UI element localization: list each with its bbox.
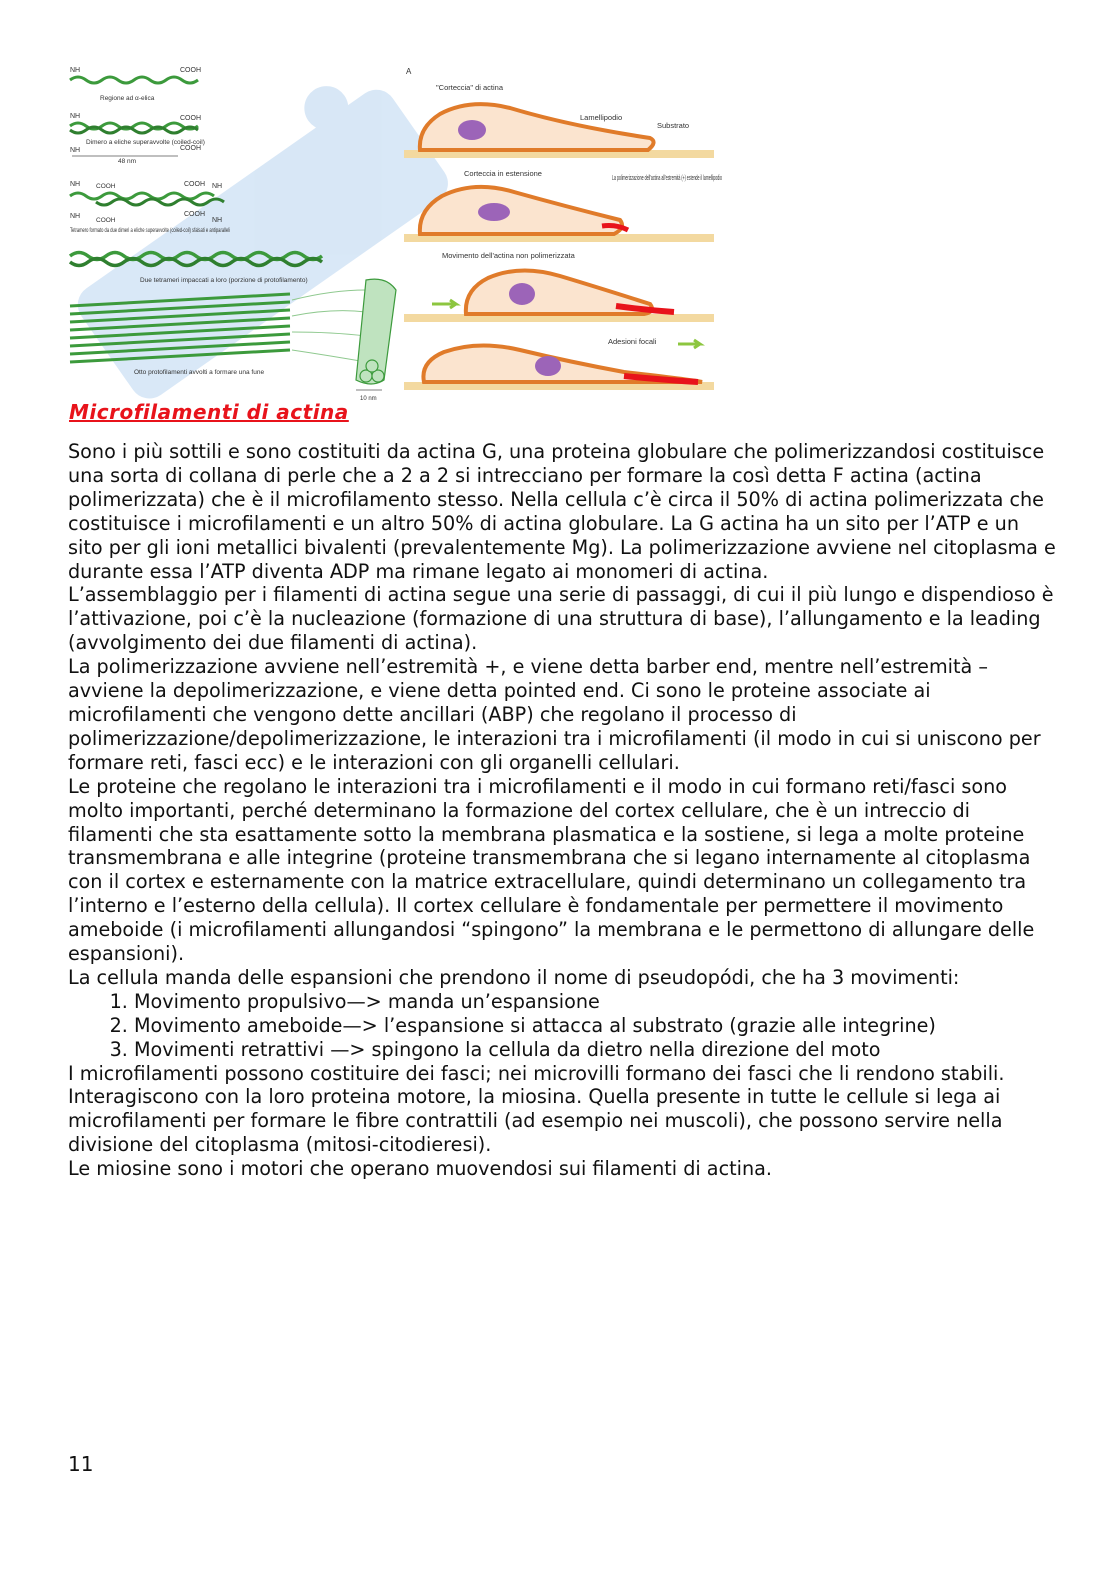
- nucleus: [458, 120, 486, 140]
- paragraph: La cellula manda delle espansioni che prendono il nome di pseudopódi, che ha 3 movimenti:: [68, 965, 960, 989]
- cooh-label: COOH: [180, 67, 201, 74]
- paragraph: L’assemblaggio per i filamenti di actina segue una serie di passaggi, di cui il più lungo e dispendioso è l’attivazione, poi c’è la nucleazione (formazione di una struttura di base), l’allungamento e la leading (avvolgimento dei due filamenti di actina).: [68, 583, 1054, 655]
- paragraph: I microfilamenti possono costituire dei fasci; nei microvilli formano dei fasci che li rendono stabili.: [68, 1061, 1005, 1085]
- nh2-label: NH: [212, 183, 223, 190]
- paragraph: La polimerizzazione avviene nell’estremità +, e viene detta barber end, mentre nell’estremità – avviene la depolimerizzazione, e viene detta pointed end. Ci sono le proteine associate ai microfilamenti che vengono dette ancillari (ABP) che regolano il processo di polimerizzazione/depolimerizzazione, le interazioni tra i microfilamenti (il modo in cui si uniscono per formare reti, fasci ecc) e le interazioni con gli organelli cellulari.: [68, 655, 1041, 774]
- panel-a-label: A: [406, 67, 412, 76]
- cooh-label: COOH: [96, 217, 116, 224]
- cell-motility-figure: [402, 60, 722, 400]
- nucleus: [535, 356, 561, 376]
- nucleus: [478, 203, 510, 221]
- alpha-helix-strand: [70, 77, 198, 83]
- two-tetramers-strand-b: [70, 259, 322, 266]
- list-item: 1. Movimento propulsivo—> manda un’espansione: [134, 990, 1058, 1014]
- lamellipodio-label: Lamellipodio: [580, 113, 623, 122]
- tetramer-strand-a: [70, 193, 214, 199]
- cell-body: [420, 187, 622, 234]
- rope-cable: [356, 279, 396, 384]
- filament-assembly-figure: [66, 60, 412, 405]
- eight-protofilaments-label: Otto protofilamenti avvolti a formare una fune: [134, 369, 265, 376]
- fiber-spread: [292, 290, 366, 362]
- body-text: [68, 440, 1058, 1181]
- dimer-label: Dimero a eliche superavvolte (coiled-coil): [86, 139, 205, 146]
- nh2-label: NH: [70, 213, 81, 220]
- list-item: 2. Movimento ameboide—> l’espansione si attacca al substrato (grazie alle integrine): [134, 1014, 1058, 1038]
- movimento-label: Movimento dell'actina non polimerizzata: [442, 251, 575, 260]
- protofilament-bundle: [70, 294, 290, 362]
- corteccia-label: "Corteccia" di actina: [436, 83, 504, 92]
- section-heading: Microfilamenti di actina: [69, 400, 349, 424]
- polimerizzazione-label: La polimerizzazione dell'actina all'estremità (+) estende il lamellipodio: [612, 173, 722, 182]
- paragraph: Le miosine sono i motori che operano muovendosi sui filamenti di actina.: [68, 1157, 772, 1181]
- two-tetramers-label: Due tetrameri impaccati a loro (porzione di protofilamento): [140, 277, 308, 284]
- paragraph: Interagiscono con la loro proteina motore, la miosina. Quella presente in tutte le cellule si lega ai microfilamenti per formare le fibre contrattili (ad esempio nei muscoli), che possono servire nella divisione del citoplasma (mitosi-citodieresi).: [68, 1085, 1003, 1157]
- helix-region-label: Regione ad α-elica: [100, 95, 155, 102]
- two-tetramers-strand-a: [70, 253, 322, 260]
- motion-arrow: [678, 340, 700, 348]
- list-item: 3. Movimenti retrattivi —> spingono la cellula da dietro nella direzione del moto: [134, 1038, 1058, 1062]
- movement-list: [68, 990, 1058, 1062]
- motion-arrow: [432, 300, 456, 308]
- cooh-label: COOH: [184, 181, 205, 188]
- nucleus: [509, 283, 535, 305]
- tetramer-label: Tetramero formato da due dimeri a eliche superavvolte (coiled-coil) sfalsati e antiparalleli: [70, 228, 230, 234]
- cooh-label: COOH: [96, 183, 116, 190]
- nh2-label: NH: [70, 181, 81, 188]
- page-number: 11: [68, 1452, 94, 1476]
- paragraph: Le proteine che regolano le interazioni tra i microfilamenti e il modo in cui formano reti/fasci sono molto importanti, perché determinano la formazione del cortex cellulare, che è un intreccio di filamenti che sta esattamente sotto la membrana plasmatica e la sostiene, si lega a molte proteine transmembrana e alle integrine (proteine transmembrana che si legano internamente al citoplasma con il cortex e esternamente con la matrice extracellulare, quindi determinano un collegamento tra l’interno e l’esterno della cellula). Il cortex cellulare è fondamentale per permettere il movimento ameboide (i microfilamenti allungandosi “spingono” la membrana e le permettono di allungare delle espansioni).: [68, 774, 1035, 966]
- cooh-label: COOH: [180, 115, 201, 122]
- cell-body: [420, 104, 654, 150]
- corteccia-estensione-label: Corteccia in estensione: [464, 169, 542, 178]
- nh2-label: NH: [70, 147, 81, 154]
- substrato-label: Substrato: [657, 121, 690, 130]
- adesioni-label: Adesioni focali: [608, 337, 657, 346]
- dimer-strand-bottom: [70, 127, 198, 133]
- nh2-label: NH: [212, 217, 223, 224]
- nh2-label: NH: [70, 113, 81, 120]
- cooh-label: COOH: [180, 145, 201, 152]
- scale-10nm-label: 10 nm: [360, 396, 377, 402]
- nh2-label: NH: [70, 67, 81, 74]
- cooh-label: COOH: [184, 211, 205, 218]
- paragraph: Sono i più sottili e sono costituiti da actina G, una proteina globulare che polimerizzandosi costituisce una sorta di collana di perle che a 2 a 2 si intrecciano per formare la così detta F actina (actina polimerizzata) che è il microfilamento stesso. Nella cellula c’è circa il 50% di actina polimerizzata che costituisce i microfilamenti e un altro 50% di actina globulare. La G actina ha un sito per l’ATP e un sito per gli ioni metallici bivalenti (prevalentemente Mg). La polimerizzazione avviene nel citoplasma e durante essa l’ATP diventa ADP ma rimane legato ai monomeri di actina.: [68, 440, 1056, 583]
- scale-48nm-label: 48 nm: [118, 158, 137, 165]
